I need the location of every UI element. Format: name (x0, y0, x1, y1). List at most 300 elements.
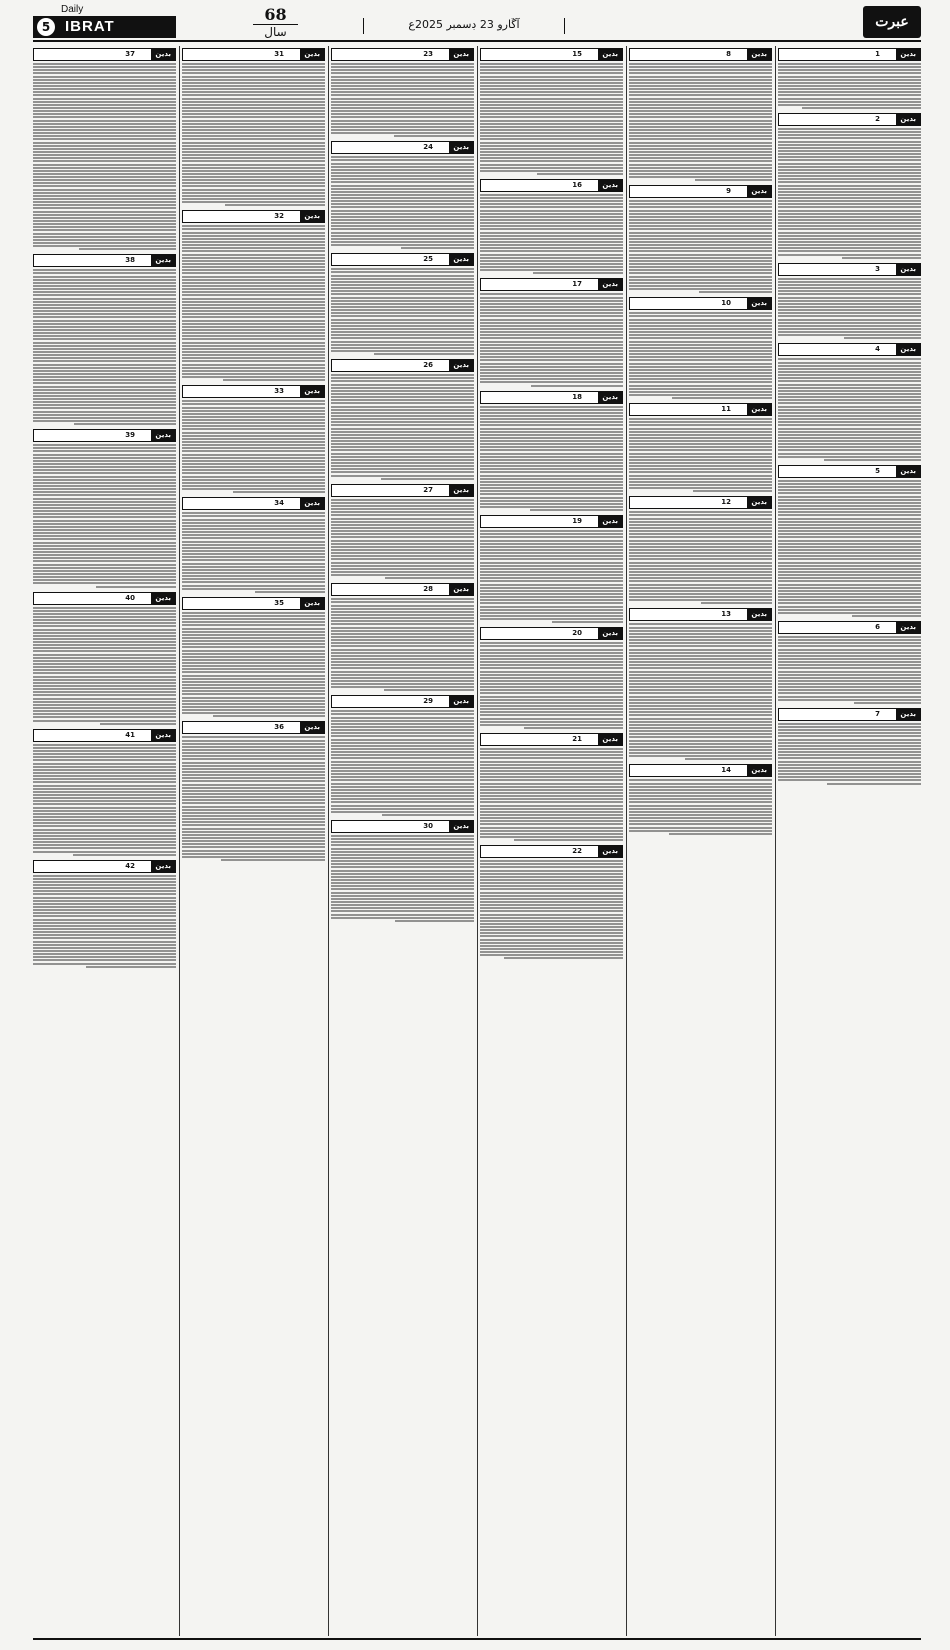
column-divider (179, 46, 180, 1636)
story-dateline (33, 729, 176, 742)
text-line (778, 200, 921, 202)
text-line (182, 123, 325, 125)
text-line (33, 851, 176, 853)
text-line (480, 216, 623, 218)
text-line (480, 315, 623, 317)
news-story (331, 583, 474, 691)
issue-date: آڱارو 23 ڊسمبر 2025ع (363, 18, 565, 34)
text-line (331, 169, 474, 171)
text-line (182, 82, 325, 84)
text-line (33, 698, 176, 700)
text-line (182, 282, 325, 284)
text-line (778, 82, 921, 84)
story-body-text (778, 480, 921, 617)
story-number: 38 (125, 256, 135, 265)
text-line (480, 468, 623, 470)
text-line (331, 898, 474, 900)
text-line (331, 325, 474, 327)
text-line (182, 628, 325, 630)
text-line (480, 381, 623, 383)
news-story (480, 48, 623, 175)
text-line (182, 269, 325, 271)
text-line (778, 241, 921, 243)
text-line (182, 110, 325, 112)
text-line (331, 374, 474, 376)
text-line (480, 145, 623, 147)
text-line (182, 345, 325, 347)
text-line (480, 475, 623, 477)
text-line (33, 890, 176, 892)
text-line (33, 407, 176, 409)
text-line (33, 884, 176, 886)
text-line (182, 170, 325, 172)
text-line (778, 754, 921, 756)
text-line (480, 110, 623, 112)
text-line (699, 291, 772, 293)
text-line (182, 198, 325, 200)
text-line (33, 192, 176, 194)
text-line (33, 963, 176, 965)
text-line (778, 210, 921, 212)
text-line (33, 185, 176, 187)
text-line (480, 228, 623, 230)
text-line (33, 694, 176, 696)
text-line (33, 91, 176, 93)
text-line (331, 757, 474, 759)
text-line (629, 667, 772, 669)
text-line (778, 303, 921, 305)
text-line (33, 367, 176, 369)
text-line (629, 599, 772, 601)
dateline-city: بدين (896, 709, 920, 720)
text-line (331, 126, 474, 128)
story-number: 25 (423, 255, 433, 264)
text-line (182, 575, 325, 577)
text-line (182, 553, 325, 555)
news-story (33, 860, 176, 968)
text-line (629, 241, 772, 243)
text-line (629, 440, 772, 442)
text-line (33, 813, 176, 815)
text-line (182, 547, 325, 549)
text-line (629, 811, 772, 813)
text-line (33, 63, 176, 65)
text-line (778, 726, 921, 728)
text-line (331, 598, 474, 600)
text-line (629, 104, 772, 106)
text-line (331, 172, 474, 174)
text-line (778, 568, 921, 570)
story-number: 23 (423, 50, 433, 58)
text-line (778, 225, 921, 227)
dateline-city: بدين (449, 696, 473, 707)
text-line (331, 851, 474, 853)
dateline-city: بدين (747, 497, 771, 508)
story-number: 22 (572, 847, 582, 856)
text-line (629, 269, 772, 271)
brand-bar (33, 4, 176, 38)
text-line (778, 232, 921, 234)
news-story (33, 254, 176, 425)
text-line (778, 489, 921, 491)
text-line (629, 276, 772, 278)
text-line (182, 201, 325, 203)
text-line (331, 337, 474, 339)
text-line (182, 294, 325, 296)
text-line (480, 895, 623, 897)
text-line (480, 820, 623, 822)
news-story (480, 179, 623, 275)
text-line (778, 150, 921, 152)
text-line (331, 558, 474, 560)
text-line (778, 399, 921, 401)
text-line (331, 434, 474, 436)
text-line (182, 799, 325, 801)
text-line (629, 375, 772, 377)
text-line (778, 312, 921, 314)
text-line (182, 572, 325, 574)
story-body-text (182, 512, 325, 593)
text-line (33, 173, 176, 175)
text-line (33, 844, 176, 846)
text-line (182, 687, 325, 689)
text-line (480, 580, 623, 582)
text-line (182, 335, 325, 337)
news-story (629, 403, 772, 492)
text-line (629, 378, 772, 380)
text-line (480, 823, 623, 825)
text-line (182, 116, 325, 118)
text-line (33, 893, 176, 895)
text-line (778, 683, 921, 685)
text-line (182, 793, 325, 795)
text-line (629, 565, 772, 567)
text-line (480, 770, 623, 772)
text-line (182, 225, 325, 227)
text-line (331, 443, 474, 445)
text-line (182, 91, 325, 93)
text-line (33, 953, 176, 955)
story-body-text (33, 875, 176, 968)
text-line (331, 129, 474, 131)
text-line (33, 207, 176, 209)
text-line (182, 544, 325, 546)
text-line (480, 200, 623, 202)
text-line (480, 596, 623, 598)
text-line (480, 424, 623, 426)
text-line (778, 319, 921, 321)
news-story (331, 484, 474, 580)
text-line (629, 546, 772, 548)
text-line (480, 904, 623, 906)
text-line (33, 132, 176, 134)
text-line (182, 472, 325, 474)
text-line (33, 526, 176, 528)
text-line (778, 175, 921, 177)
text-line (182, 463, 325, 465)
text-line (331, 238, 474, 240)
text-line (33, 338, 176, 340)
text-line (629, 206, 772, 208)
text-line (480, 500, 623, 502)
dateline-city: بدين (151, 593, 175, 604)
text-line (629, 683, 772, 685)
text-line (480, 160, 623, 162)
text-line (182, 79, 325, 81)
text-line (778, 565, 921, 567)
story-number: 8 (726, 50, 731, 58)
text-line (33, 494, 176, 496)
text-line (182, 637, 325, 639)
text-line (778, 664, 921, 666)
text-line (331, 863, 474, 865)
text-line (331, 720, 474, 722)
text-line (331, 319, 474, 321)
text-line (629, 135, 772, 137)
text-line (629, 562, 772, 564)
text-line (530, 509, 623, 511)
text-line (182, 154, 325, 156)
column-divider (626, 46, 627, 1636)
text-line (629, 160, 772, 162)
text-line (629, 344, 772, 346)
text-line (33, 245, 176, 247)
text-line (629, 478, 772, 480)
text-line (480, 406, 623, 408)
text-line (331, 789, 474, 791)
text-line (629, 123, 772, 125)
text-line (182, 241, 325, 243)
text-line (331, 617, 474, 619)
text-line (480, 935, 623, 937)
text-line (33, 538, 176, 540)
text-line (701, 602, 773, 604)
text-line (33, 616, 176, 618)
text-line (629, 805, 772, 807)
news-story (182, 497, 325, 593)
text-line (629, 72, 772, 74)
text-line (33, 98, 176, 100)
text-line (629, 558, 772, 560)
text-line (182, 179, 325, 181)
text-line (331, 268, 474, 270)
story-body-text (480, 194, 623, 275)
text-line (182, 376, 325, 378)
text-line (182, 367, 325, 369)
text-line (331, 879, 474, 881)
text-line (33, 401, 176, 403)
text-line (33, 414, 176, 416)
text-line (331, 649, 474, 651)
text-line (480, 552, 623, 554)
text-line (33, 567, 176, 569)
text-line (331, 661, 474, 663)
text-line (33, 176, 176, 178)
text-line (33, 342, 176, 344)
text-line (629, 154, 772, 156)
text-line (182, 173, 325, 175)
text-line (331, 511, 474, 513)
text-line (33, 195, 176, 197)
text-line (480, 888, 623, 890)
text-line (629, 126, 772, 128)
dateline-city: بدين (449, 821, 473, 832)
story-number: 3 (875, 264, 880, 273)
text-line (778, 188, 921, 190)
story-dateline (33, 429, 176, 442)
text-line (629, 437, 772, 439)
text-line (778, 415, 921, 417)
text-line (182, 435, 325, 437)
text-line (33, 897, 176, 899)
text-line (778, 543, 921, 545)
text-line (182, 566, 325, 568)
text-line (182, 706, 325, 708)
story-dateline (480, 179, 623, 192)
text-line (778, 649, 921, 651)
text-line (629, 353, 772, 355)
text-line (778, 437, 921, 439)
text-line (480, 369, 623, 371)
text-line (182, 740, 325, 742)
text-line (480, 702, 623, 704)
story-dateline (778, 621, 921, 634)
text-line (182, 250, 325, 252)
text-line (778, 524, 921, 526)
text-line (778, 141, 921, 143)
story-number: 40 (125, 593, 135, 602)
text-line (778, 66, 921, 68)
text-line (331, 565, 474, 567)
text-line (182, 624, 325, 626)
story-dateline (331, 820, 474, 833)
dateline-city: بدين (896, 622, 920, 633)
dateline-city: بدين (449, 142, 473, 153)
text-line (33, 357, 176, 359)
story-dateline (480, 391, 623, 404)
text-line (182, 821, 325, 823)
text-line (331, 132, 474, 134)
text-line (331, 655, 474, 657)
text-line (778, 540, 921, 542)
text-line (182, 323, 325, 325)
text-line (480, 88, 623, 90)
text-line (629, 783, 772, 785)
text-line (629, 385, 772, 387)
text-line (629, 138, 772, 140)
text-line (480, 415, 623, 417)
text-line (778, 247, 921, 249)
text-line (33, 142, 176, 144)
text-line (33, 233, 176, 235)
text-line (182, 846, 325, 848)
text-line (331, 456, 474, 458)
text-line (182, 272, 325, 274)
text-line (182, 370, 325, 372)
story-body-text (33, 444, 176, 587)
text-line (480, 836, 623, 838)
text-line (778, 639, 921, 641)
text-line (480, 683, 623, 685)
text-line (331, 384, 474, 386)
text-line (480, 808, 623, 810)
text-line (480, 462, 623, 464)
text-line (384, 689, 474, 691)
text-line (778, 421, 921, 423)
text-line (480, 440, 623, 442)
news-story (480, 845, 623, 959)
text-line (33, 294, 176, 296)
text-line (182, 413, 325, 415)
text-line (480, 85, 623, 87)
news-story (629, 496, 772, 604)
text-line (331, 409, 474, 411)
news-column (629, 46, 772, 1636)
text-line (778, 757, 921, 759)
text-line (182, 126, 325, 128)
text-line (331, 739, 474, 741)
text-line (778, 658, 921, 660)
text-line (182, 588, 325, 590)
text-line (33, 148, 176, 150)
text-line (480, 116, 623, 118)
text-line (331, 194, 474, 196)
text-line (480, 66, 623, 68)
text-line (629, 798, 772, 800)
text-line (480, 920, 623, 922)
text-line (33, 110, 176, 112)
story-body-text (331, 499, 474, 580)
year-badge (253, 6, 298, 40)
text-line (182, 824, 325, 826)
text-line (221, 859, 325, 861)
text-line (778, 655, 921, 657)
text-line (480, 157, 623, 159)
text-line (33, 376, 176, 378)
story-number: 24 (423, 143, 433, 152)
text-line (480, 786, 623, 788)
text-line (480, 98, 623, 100)
text-line (33, 625, 176, 627)
text-line (629, 708, 772, 710)
text-line (331, 543, 474, 545)
text-line (33, 756, 176, 758)
text-line (331, 530, 474, 532)
text-line (331, 79, 474, 81)
text-line (33, 835, 176, 837)
story-dateline (331, 359, 474, 372)
text-line (480, 814, 623, 816)
text-line (182, 94, 325, 96)
text-line (778, 254, 921, 256)
text-line (629, 69, 772, 71)
text-line (33, 841, 176, 843)
text-line (331, 446, 474, 448)
text-line (331, 873, 474, 875)
text-line (480, 830, 623, 832)
text-line (182, 650, 325, 652)
text-line (182, 703, 325, 705)
text-line (778, 104, 921, 106)
text-line (331, 453, 474, 455)
text-line (33, 485, 176, 487)
text-line (480, 892, 623, 894)
text-line (331, 418, 474, 420)
text-line (629, 462, 772, 464)
text-line (33, 535, 176, 537)
text-line (331, 421, 474, 423)
text-line (182, 758, 325, 760)
